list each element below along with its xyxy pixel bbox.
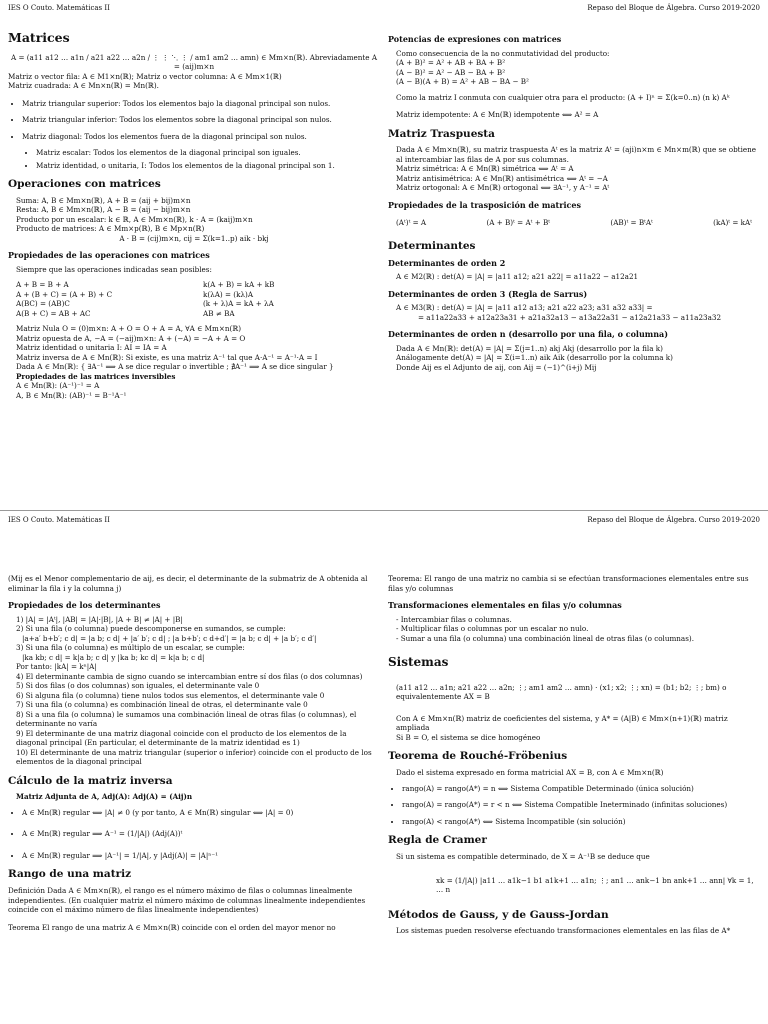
gauss-intro: Los sistemas pueden resolverse efectuando transformaciones elementales en las filas de A* [396, 926, 731, 936]
subsection-title: Determinantes de orden n (desarrollo por una fila, o columna) [388, 329, 669, 340]
menor-text: (Mij es el Menor complementario de aij, es decir, el determinante de la submatriz de A obtenida al eliminar la fila i y la columna j) [8, 574, 368, 593]
section-title: Propiedades de la trasposición de matrices [388, 199, 581, 210]
list-item: 1) |A| = |Aᵗ|, |AB| = |A|·|B|, |A + B| ≠ |A| + |B| [16, 614, 183, 624]
inv-prop: A ∈ Mn(ℝ): (A⁻¹)⁻¹ = A [16, 381, 100, 391]
teorema-text: Teorema: El rango de una matriz no cambia si se efectúan transformaciones elementales entre sus filas y/o columnas [388, 574, 749, 593]
list-item: • A ∈ Mn(ℝ) regular ⟺ |A| ≠ 0 (y por tanto, A ∈ Mn(ℝ) singular ⟺ |A| = 0) [22, 808, 380, 818]
section-title: Propiedades de las operaciones con matrices [8, 250, 210, 261]
right-column [388, 30, 760, 372]
header-left: IES O Couto. Matemáticas II [8, 4, 110, 12]
prop: (Aᵗ)ᵗ = A [396, 218, 427, 228]
subsection-title: Determinantes de orden 3 (Regla de Sarrus) [388, 288, 588, 299]
list-item: 6) Si alguna fila (o columna) tiene nulos todos sus elementos, el determinante vale 0 [16, 690, 325, 700]
list-item: 10) El determinante de una matriz triangular (superior o inferior) coincide con el producto de los elementos de la diagonal principal [16, 747, 372, 767]
det-props-list [8, 615, 380, 767]
section-title: Sistemas [388, 655, 449, 670]
transf-list [388, 615, 760, 644]
header-right: Repaso del Bloque de Álgebra. Curso 2019-2020 [587, 4, 760, 12]
type-line: Matriz ortogonal: A ∈ Mn(ℝ) ortogonal ⟺ ∃A⁻¹, y A⁻¹ = Aᵗ [396, 183, 610, 193]
subsection-title: Determinantes de orden 2 [388, 257, 506, 268]
section-title: Regla de Cramer [388, 834, 487, 847]
prop: (kA)ᵗ = kAᵗ [713, 218, 752, 228]
left-column [8, 30, 380, 400]
op-line: Producto de matrices: A ∈ Mm×p(ℝ), B ∈ Mp×n(ℝ) [16, 224, 205, 234]
system-equation: (a11 a12 … a1n; a21 a22 … a2n; ⋮; am1 am2 … amn) · (x1; x2; ⋮; xn) = (b1; b2; ⋮; bm) o equivalentemente AX = B [396, 682, 727, 702]
detn-col: Análogamente det(A) = |A| = Σ(i=1..n) aik Aik (desarrollo por la columna k) [396, 353, 673, 363]
op-line: Suma: A, B ∈ Mm×n(ℝ), A + B = (aij + bij)m×n [16, 195, 191, 205]
operations-list [8, 196, 380, 234]
list-item: 3) Si una fila (o columna) es múltiplo de un escalar, se cumple: [16, 643, 245, 653]
header-right: Repaso del Bloque de Álgebra. Curso 2019-2020 [587, 516, 760, 524]
idempotente: Matriz idempotente: A ∈ Mn(ℝ) idempotente ⟺ A² = A [396, 110, 599, 120]
prop: (A + B)ᵗ = Aᵗ + Bᵗ [486, 218, 551, 228]
adjunto-line: Donde Aij es el Adjunto de aij, con Aij = (−1)^(i+j) Mij [396, 362, 597, 372]
system-ampliada: Con A ∈ Mm×n(ℝ) matriz de coeficientes del sistema, y A* = (A|B) ∈ Mm×(n+1)(ℝ) matriz ampliada [396, 713, 728, 733]
product-formula: A · B = (cij)m×n, cij = Σ(k=1..p) aik · bkj [119, 233, 269, 243]
rango-teorema: Teorema El rango de una matriz A ∈ Mm×n(ℝ) coincide con el orden del mayor menor no [8, 922, 336, 932]
props-grid [8, 280, 380, 318]
prop: AB ≠ BA [203, 308, 235, 318]
adj-def: Matriz Adjunta de A, Adj(A): Adj(A) = (Aij)n [16, 792, 193, 802]
op-line: Resta: A, B ∈ Mm×n(ℝ), A − B = (aij − bij)m×n [16, 205, 191, 215]
props-intro: Siempre que las operaciones indicadas sean posibles: [16, 264, 212, 274]
section-title: Métodos de Gauss, y de Gauss-Jordan [388, 908, 609, 921]
section-title: Potencias de expresiones con matrices [388, 34, 562, 44]
list-item: - Multiplicar filas o columnas por un escalar no nulo. [396, 624, 589, 634]
prop: A(B + C) = AB + AC [16, 308, 91, 318]
prop: k(A + B) = kA + kB [203, 280, 275, 290]
formula: Como la matriz I conmuta con cualquier otra para el producto: (A + I)ⁿ = Σ(k=0..n) (n k) Aᵏ [396, 92, 730, 102]
section-title: Cálculo de la matriz inversa [8, 774, 173, 787]
section-title: Propiedades de los determinantes [8, 600, 161, 610]
rouche-list [388, 784, 760, 827]
formula: (A + B)² = A² + AB + BA + B² [396, 58, 506, 68]
list-item: • Matriz identidad, o unitaria, I: Todos los elementos de la diagonal principal son 1. [36, 161, 380, 171]
list-item: • A ∈ Mn(ℝ) regular ⟹ A⁻¹ = (1/|A|) (Adj(A))ᵗ [22, 829, 380, 839]
det3-expansion: = a11a22a33 + a12a23a31 + a21a32a13 − a13a22a31 − a12a21a33 − a11a23a32 [418, 312, 722, 322]
prop: k(λA) = (kλ)A [203, 289, 254, 299]
inv-prop: A, B ∈ Mn(ℝ): (AB)⁻¹ = B⁻¹A⁻¹ [16, 390, 127, 400]
text-line: Dada A ∈ Mm×n(ℝ), su matriz traspuesta Aᵗ es la matriz Aᵗ = (aji)n×m ∈ Mn×m(ℝ) que se obtiene al intercambiar las filas de A por sus columnas. [396, 145, 757, 164]
special-line: Matriz inversa de A ∈ Mn(ℝ): Si existe, es una matriz A⁻¹ tal que A·A⁻¹ = A⁻¹·A = I [16, 352, 318, 362]
det3-formula: A ∈ M3(ℝ) : det(A) = |A| = |a11 a12 a13; a21 a22 a23; a31 a32 a33| = [396, 303, 653, 313]
system-homogeneo: Si B = O, el sistema se dice homogéneo [396, 732, 541, 742]
section-title: Matriz Traspuesta [388, 127, 495, 140]
page-2 [0, 512, 768, 1024]
section-title: Teorema de Rouché-Fröbenius [388, 750, 568, 763]
section-title: Transformaciones elementales en filas y/o columnas [388, 600, 622, 610]
list-item: • rango(A) = rango(A*) = n ⟺ Sistema Compatible Determinado (única solución) [402, 784, 760, 794]
inverse-list [8, 808, 380, 861]
list-item: • Matriz escalar: Todos los elementos de la diagonal principal son iguales. [36, 148, 380, 158]
right-column [388, 574, 760, 936]
list-item: • rango(A) < rango(A*) ⟺ Sistema Incompatible (sin solución) [402, 817, 760, 827]
rango-def: Definición Dada A ∈ Mm×n(ℝ), el rango es el número máximo de filas o columnas linealmente independientes. (En cualquier matriz el número máximo de columnas linealmente independientes coincide con el máximo número de filas linealmente independientes) [8, 886, 366, 915]
section-title: Matrices [8, 30, 70, 45]
powers-block [388, 49, 760, 120]
list-item: 5) Si dos filas (o dos columnas) son iguales, el determinante vale 0 [16, 681, 260, 691]
type-line: Matriz antisimétrica: A ∈ Mn(ℝ) antisimétrica ⟺ Aᵗ = −A [396, 173, 608, 183]
prop: A + B = B + A [16, 280, 69, 290]
cuadrada: Matriz cuadrada: A ∈ Mn×n(ℝ) = Mn(ℝ). [8, 81, 159, 90]
list-item: 7) Si una fila (o columna) es combinación lineal de otras, el determinante vale 0 [16, 700, 308, 710]
dada-line: Dada A ∈ Mn(ℝ): { ∃A⁻¹ ⟹ A se dice regular o invertible ; ∄A⁻¹ ⟹ A se dice singular } [16, 362, 334, 372]
list-item: - Intercambiar filas o columnas. [396, 614, 512, 624]
list-item: |a+a′ b+b′; c d| = |a b; c d| + |a′ b′; c d| ; |a b+b′; c d+d′| = |a b; c d| + |a b′; c d′| [22, 633, 317, 643]
matrix-definition: A = (a11 a12 … a1n / a21 a22 … a2n / ⋮ ⋮ ⋱ ⋮ / am1 am2 … amn) ∈ Mm×n(ℝ). Abreviadamente A = (aij)m×n [10, 52, 378, 71]
transpose-block [388, 145, 760, 193]
cramer-intro: Si un sistema es compatible determinado, de X = A⁻¹B se deduce que [396, 852, 650, 862]
transpose-props [388, 214, 760, 232]
page-divider [0, 510, 768, 511]
list-item: - Sumar a una fila (o columna) una combinación lineal de otras filas (o columnas). [396, 633, 694, 643]
text-line: Como consecuencia de la no conmutatividad del producto: [396, 48, 610, 58]
diagonal-sub-list [8, 148, 380, 170]
list-item: 8) Si a una fila (o columna) le sumamos una combinación lineal de otras filas (o columnas), el determinante no varía [16, 709, 357, 729]
op-line: Producto por un escalar: k ∈ ℝ, A ∈ Mm×n(ℝ), k · A = (kaij)m×n [16, 214, 253, 224]
formula: (A − B)(A + B) = A² + AB − BA − B² [396, 77, 529, 87]
section-title: Rango de una matriz [8, 868, 132, 881]
page-header [8, 516, 760, 524]
cramer-formula: xk = (1/|A|) |a11 … a1k−1 b1 a1k+1 … a1n; ⋮; an1 … ank−1 bn ank+1 … ann| ∀k = 1, … n [436, 875, 754, 895]
formula: (A − B)² = A² − AB − BA + B² [396, 67, 506, 77]
inv-props-title: Propiedades de las matrices inversibles [16, 371, 176, 381]
list-item: • Matriz diagonal: Todos los elementos fuera de la diagonal principal son nulos. [22, 132, 380, 142]
header-left: IES O Couto. Matemáticas II [8, 516, 110, 524]
list-item: • rango(A) = rango(A*) = r < n ⟺ Sistema Compatible Ineterminado (infinitas soluciones) [402, 800, 760, 810]
rouche-intro: Dado el sistema expresado en forma matricial AX = B, con A ∈ Mm×n(ℝ) [396, 768, 664, 778]
list-item: |ka kb; c d| = k|a b; c d| y |ka b; kc d| = k|a b; c d| [22, 652, 205, 662]
det2-formula: A ∈ M2(ℝ) : det(A) = |A| = |a11 a12; a21 a22| = a11a22 − a12a21 [396, 272, 639, 282]
list-item: 9) El determinante de una matriz diagonal coincide con el producto de los elementos de la diagonal principal (En particular, el determinante de la matriz identidad es 1) [16, 728, 347, 748]
left-column [8, 574, 380, 932]
prop: (AB)ᵗ = BᵗAᵗ [610, 218, 653, 228]
list-item: 2) Si una fila (o columna) puede descomponerse en sumandos, se cumple: [16, 624, 286, 634]
special-line: Matriz Nula O = (0)m×n: A + O = O + A = A, ∀A ∈ Mm×n(ℝ) [16, 324, 242, 334]
fila-columna: Matriz o vector fila: A ∈ M1×n(ℝ); Matriz o vector columna: A ∈ Mm×1(ℝ) [8, 71, 282, 81]
page-1 [0, 0, 768, 510]
list-item: 4) El determinante cambia de signo cuando se intercambian entre sí dos filas (o dos columnas) [16, 671, 363, 681]
matrix-type-list [8, 99, 380, 142]
section-title: Determinantes [388, 239, 476, 252]
list-item: Por tanto: |kA| = kⁿ|A| [16, 662, 97, 672]
list-item: • Matriz triangular inferior: Todos los elementos sobre la diagonal principal son nulos. [22, 115, 380, 125]
prop: A + (B + C) = (A + B) + C [16, 289, 113, 299]
detn-row: Dada A ∈ Mn(ℝ): det(A) = |A| = Σ(j=1..n) akj Akj (desarrollo por la fila k) [396, 343, 663, 353]
type-line: Matriz simétrica: A ∈ Mn(ℝ) simétrica ⟺ Aᵗ = A [396, 164, 574, 174]
list-item: • Matriz triangular superior: Todos los elementos bajo la diagonal principal son nulos. [22, 99, 380, 109]
special-matrices [8, 324, 380, 400]
special-line: Matriz opuesta de A, −A = (−aij)m×n: A + (−A) = −A + A = O [16, 333, 246, 343]
page-header [8, 4, 760, 12]
prop: A(BC) = (AB)C [16, 299, 70, 309]
prop: (k + λ)A = kA + λA [203, 299, 274, 309]
special-line: Matriz identidad o unitaria I: AI = IA = A [16, 343, 167, 353]
list-item: • A ∈ Mn(ℝ) regular ⟹ |A⁻¹| = 1/|A|, y |Adj(A)| = |A|ⁿ⁻¹ [22, 851, 380, 861]
section-title: Operaciones con matrices [8, 178, 161, 190]
